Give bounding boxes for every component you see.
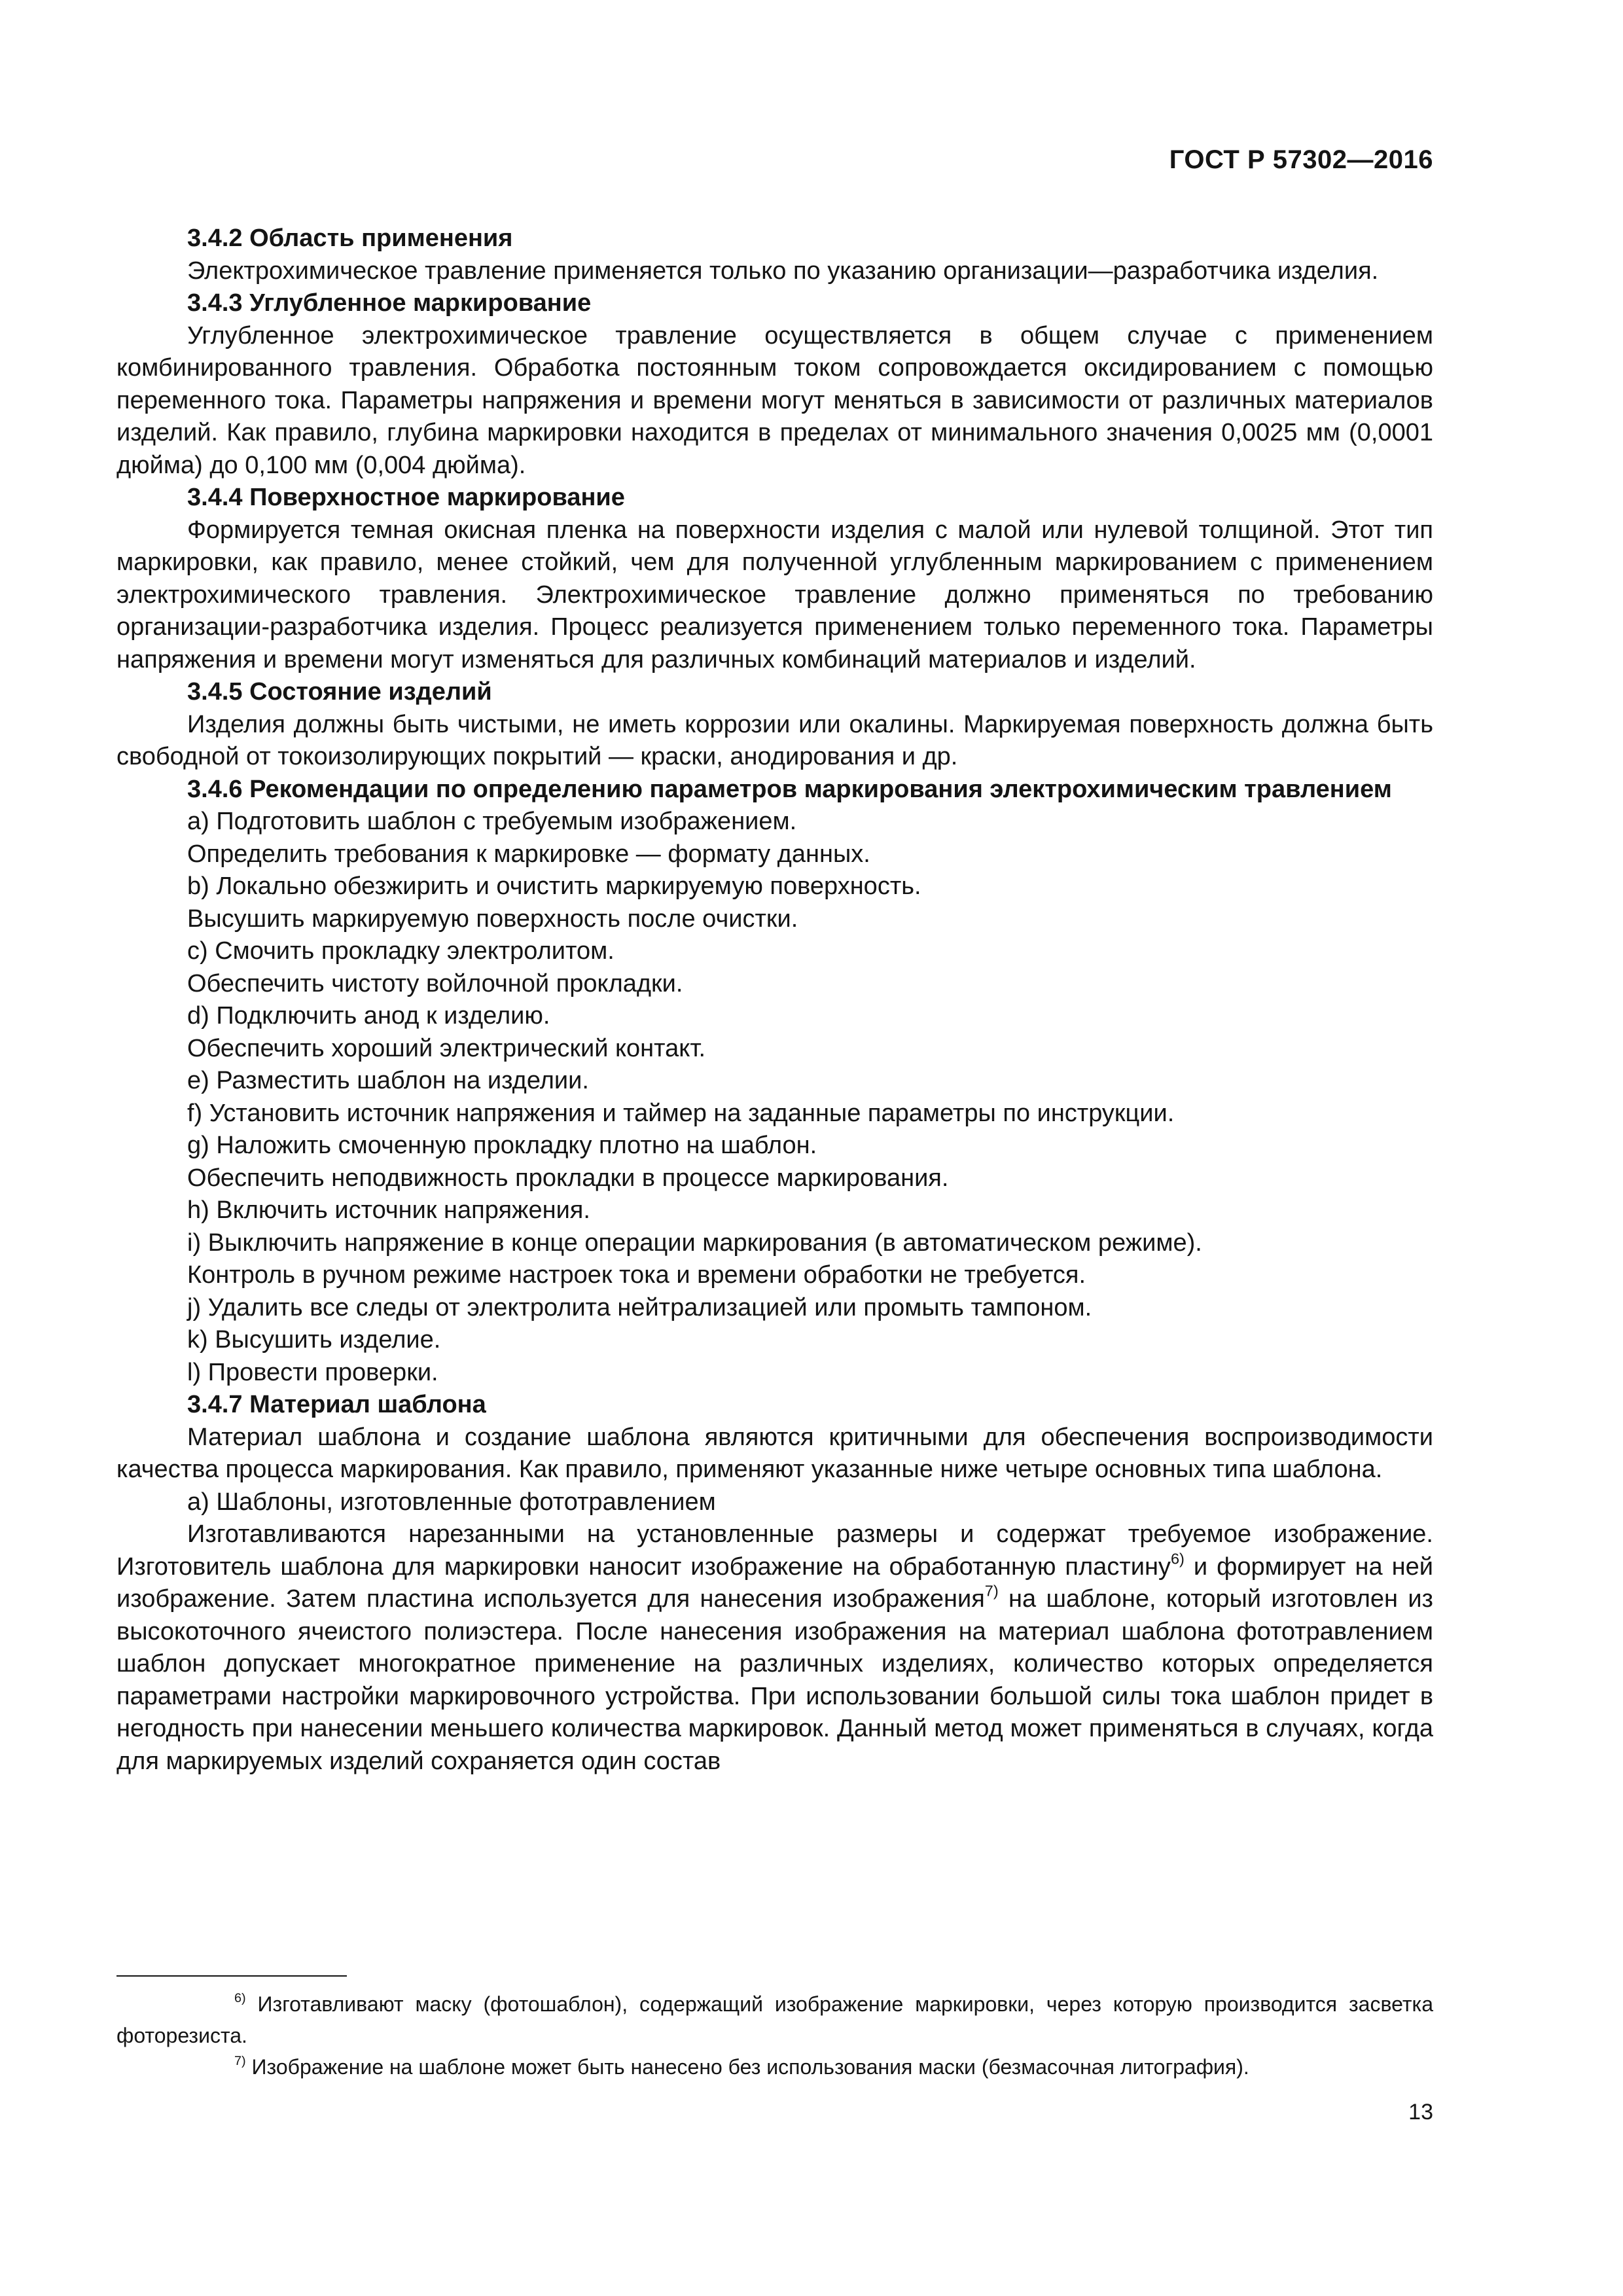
step-line: g) Наложить смоченную прокладку плотно на шаблон.: [187, 1132, 817, 1159]
step-line: i) Выключить напряжение в конце операции маркирования (в автоматическом режиме).: [187, 1229, 1202, 1257]
text-part: Изготавливаются нарезанными на установленные размеры и содержат требуемое изображение. Изготовитель шаблона для маркировки наносит изображение на обработанную пластину: [116, 1520, 1433, 1581]
subsection-heading-a: a) Шаблоны, изготовленные фототравлением: [187, 1488, 716, 1516]
step-line: Высушить маркируемую поверхность после очистки.: [187, 905, 798, 933]
step-line: d) Подключить анод к изделию.: [187, 1002, 550, 1030]
footnote-ref: 6): [1170, 1550, 1185, 1568]
footnote-mark: 6): [234, 1991, 246, 2006]
section-heading-3-4-5: 3.4.5 Состояние изделий: [187, 678, 492, 706]
footnote-ref: 7): [984, 1582, 999, 1600]
footnote-text: Изображение на шаблоне может быть нанесено без использования маски (безмасочная литография).: [245, 2055, 1249, 2079]
document-body: [116, 223, 1433, 1778]
section-heading-3-4-7: 3.4.7 Материал шаблона: [187, 1391, 486, 1418]
step-line: Обеспечить хороший электрический контакт.: [187, 1034, 706, 1062]
step-line: l) Провести проверки.: [187, 1358, 438, 1386]
step-line: Обеспечить неподвижность прокладки в процессе маркирования.: [187, 1164, 949, 1192]
section-text-3-4-3: Углубленное электрохимическое травление осуществляется в общем случае с применением комбинированного травления. Обработка постоянным током сопровождается оксидированием с помощью переменного тока. Параметры напряжения и времени могут меняться в зависимости от различных материалов изделий. Как правило, глубина маркировки находится в пределах от минимального значения 0,0025 мм (0,0001 дюйма) до 0,100 мм (0,004 дюйма).: [116, 321, 1433, 479]
page-number: 13: [1408, 2100, 1433, 2125]
section-heading-3-4-2: 3.4.2 Область применения: [187, 224, 513, 252]
section-heading-3-4-6: 3.4.6 Рекомендации по определению параметров маркирования электрохимическим травлением: [187, 775, 1392, 803]
step-line: Контроль в ручном режиме настроек тока и времени обработки не требуется.: [187, 1261, 1086, 1289]
section-text-3-4-5: Изделия должны быть чистыми, не иметь коррозии или окалины. Маркируемая поверхность должна быть свободной от токоизолирующих покрытий — краски, анодирования и др.: [116, 710, 1433, 770]
text-part: на шаблоне, который изготовлен из высокоточного ячеистого полиэстера. После нанесения изображения на материал шаблона фототравлением шаблон допускает многократное применение на различных изделиях, количество которых определяется параметрами настройки маркировочного устройства. При использовании большой силы тока шаблон придет в негодность при нанесении меньшего количества маркировок. Данный метод может применяться в случаях, когда для маркируемых изделий сохраняется один состав: [116, 1585, 1433, 1775]
step-line: h) Включить источник напряжения.: [187, 1196, 590, 1224]
footnote-text: Изготавливают маску (фотошаблон), содержащий изображение маркировки, через которую производится засветка фоторезиста.: [116, 1992, 1433, 2047]
footnote: [116, 1988, 1433, 2051]
document-header: ГОСТ Р 57302—2016: [1169, 145, 1433, 174]
step-line: a) Подготовить шаблон с требуемым изображением.: [187, 808, 797, 835]
footnotes: [116, 1988, 1433, 2083]
step-line: Обеспечить чистоту войлочной прокладки.: [187, 969, 683, 997]
step-line: b) Локально обезжирить и очистить маркируемую поверхность.: [187, 872, 921, 900]
step-line: Определить требования к маркировке — формату данных.: [187, 840, 870, 868]
footnote: [116, 2051, 1433, 2083]
footnote-mark: 7): [234, 2054, 246, 2069]
section-heading-3-4-3: 3.4.3 Углубленное маркирование: [187, 289, 592, 317]
step-line: k) Высушить изделие.: [187, 1326, 441, 1354]
section-text-3-4-7: Материал шаблона и создание шаблона являются критичными для обеспечения воспроизводимости качества процесса маркирования. Как правило, применяют указанные ниже четыре основных типа шаблона.: [116, 1423, 1433, 1483]
text-part: и формирует на ней изображение. Затем пластина используется для нанесения изображения: [116, 1552, 1433, 1613]
footnote-separator: [116, 1975, 347, 1977]
step-line: c) Смочить прокладку электролитом.: [187, 937, 615, 965]
section-text-photoetching: [116, 1518, 1433, 1778]
section-text-3-4-2: Электрохимическое травление применяется только по указанию организации—разработчика изделия.: [187, 257, 1379, 285]
step-line: f) Установить источник напряжения и таймер на заданные параметры по инструкции.: [187, 1099, 1175, 1127]
section-heading-3-4-4: 3.4.4 Поверхностное маркирование: [187, 484, 625, 511]
step-line: j) Удалить все следы от электролита нейтрализацией или промыть тампоном.: [187, 1293, 1092, 1321]
step-line: e) Разместить шаблон на изделии.: [187, 1067, 589, 1094]
section-text-3-4-4: Формируется темная окисная пленка на поверхности изделия с малой или нулевой толщиной. Этот тип маркировки, как правило, менее стойкий, чем для полученной углубленным маркированием с применением электрохимического травления. Электрохимическое травление должно применяться по требованию организации-разработчика изделия. Процесс реализуется применением только переменного тока. Параметры напряжения и времени могут изменяться для различных комбинаций материалов и изделий.: [116, 516, 1433, 673]
